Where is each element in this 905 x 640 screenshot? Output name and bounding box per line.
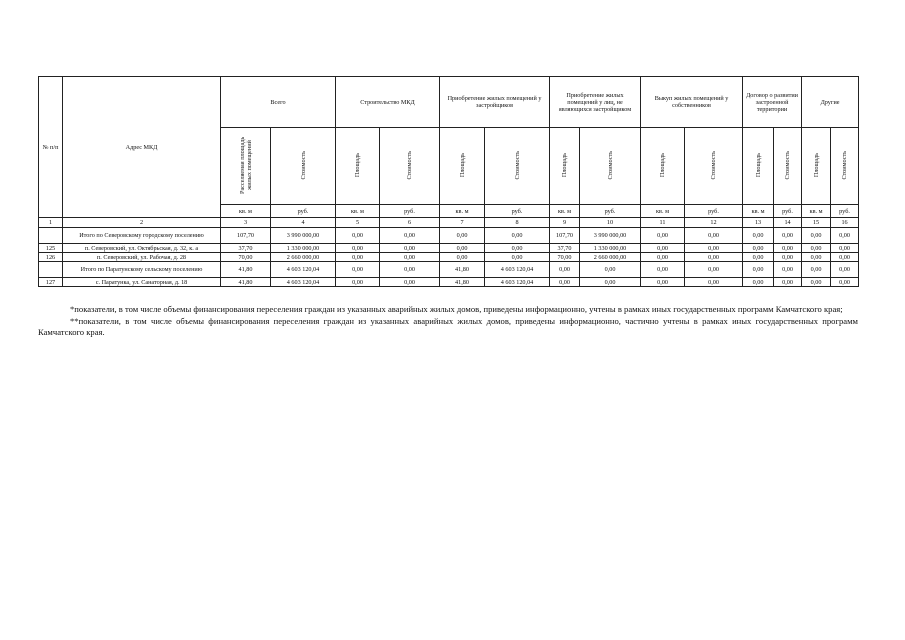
column-number: 5: [336, 218, 380, 228]
row-value: 0,00: [774, 228, 802, 244]
row-value: 0,00: [743, 278, 774, 287]
row-value: 0,00: [743, 228, 774, 244]
column-number: 4: [271, 218, 336, 228]
column-number: 10: [580, 218, 641, 228]
row-value: 0,00: [550, 262, 580, 278]
row-value: 0,00: [831, 228, 859, 244]
row-value: 41,80: [221, 278, 271, 287]
row-num: [39, 228, 63, 244]
row-value: 0,00: [336, 278, 380, 287]
row-num: [39, 262, 63, 278]
unit-area: кв. м: [743, 205, 774, 218]
row-value: 0,00: [485, 228, 550, 244]
subheader-cost: Стоимость: [685, 128, 743, 205]
header-group-development-agreement: Договор о развитии застроенной территории: [743, 77, 802, 128]
column-number: 9: [550, 218, 580, 228]
table-row: [39, 253, 859, 262]
column-number: 6: [380, 218, 440, 228]
row-value: 0,00: [336, 228, 380, 244]
row-value: 0,00: [380, 228, 440, 244]
header-group-buyout: Выкуп жилых помещений у собственников: [641, 77, 743, 128]
column-number: 7: [440, 218, 485, 228]
subheader-cost: Стоимость: [774, 128, 802, 205]
row-value: 0,00: [380, 262, 440, 278]
header-group-other: Другие: [802, 77, 859, 128]
unit-area: кв. м: [641, 205, 685, 218]
row-value: 0,00: [802, 262, 831, 278]
row-value: 0,00: [336, 262, 380, 278]
footnote-2: **показатели, в том числе объемы финансирования переселения граждан из указанных аварийных жилых домов, приведены информационно, частично учтены в рамках иных государственных программ Камчатского края.: [38, 315, 858, 337]
footnotes: [38, 304, 858, 339]
column-number: 12: [685, 218, 743, 228]
subheader-area: Площадь: [550, 128, 580, 205]
column-number: 15: [802, 218, 831, 228]
row-value: 0,00: [485, 253, 550, 262]
row-value: 4 603 120,04: [271, 262, 336, 278]
row-value: 0,00: [831, 253, 859, 262]
row-value: 4 603 120,04: [485, 262, 550, 278]
row-value: 107,70: [550, 228, 580, 244]
unit-cost: руб.: [685, 205, 743, 218]
row-num: 125: [39, 244, 63, 253]
row-value: 3 990 000,00: [580, 228, 641, 244]
row-value: 0,00: [440, 228, 485, 244]
row-value: 0,00: [802, 278, 831, 287]
row-value: 0,00: [743, 244, 774, 253]
row-value: 0,00: [774, 262, 802, 278]
row-value: 0,00: [774, 244, 802, 253]
row-value: 0,00: [641, 278, 685, 287]
column-number: 3: [221, 218, 271, 228]
subheader-cost: Стоимость: [580, 128, 641, 205]
row-value: 0,00: [380, 253, 440, 262]
subtotal-row: [39, 262, 859, 278]
column-number: 11: [641, 218, 685, 228]
row-value: 0,00: [336, 244, 380, 253]
row-value: 0,00: [641, 244, 685, 253]
row-value: 107,70: [221, 228, 271, 244]
subtotal-row: [39, 228, 859, 244]
table-row: [39, 244, 859, 253]
unit-cost: руб.: [774, 205, 802, 218]
unit-area: кв. м: [336, 205, 380, 218]
column-number: 2: [63, 218, 221, 228]
row-address: Итого по Паратунскому сельскому поселению: [63, 262, 221, 278]
row-value: 0,00: [641, 253, 685, 262]
column-number: 8: [485, 218, 550, 228]
subheader-area: Площадь: [641, 128, 685, 205]
table-row: [39, 278, 859, 287]
header-address: Адрес МКД: [63, 77, 221, 218]
row-value: 0,00: [743, 262, 774, 278]
row-address: Итого по Северовскому городскому поселению: [63, 228, 221, 244]
unit-cost: руб.: [485, 205, 550, 218]
row-value: 0,00: [685, 278, 743, 287]
row-value: 0,00: [831, 262, 859, 278]
subheader-area: Площадь: [802, 128, 831, 205]
row-value: 0,00: [743, 253, 774, 262]
subheader-resettled-area: Расселяемая площадь жилых помещений: [221, 128, 271, 205]
subheader-cost: Стоимость: [485, 128, 550, 205]
footnote-1: *показатели, в том числе объемы финансирования переселения граждан из указанных аварийных жилых домов, приведены информационно, учтены в рамках иных государственных программ Камчатского края;: [70, 304, 843, 314]
column-number: 1: [39, 218, 63, 228]
row-value: 0,00: [802, 244, 831, 253]
header-group-purchase-developers: Приобретение жилых помещений у застройщиков: [440, 77, 550, 128]
row-value: 0,00: [580, 262, 641, 278]
row-value: 0,00: [440, 253, 485, 262]
header-group-purchase-non-developers: Приобретение жилых помещений у лиц, не являющихся застройщиком: [550, 77, 641, 128]
header-num: № п/п: [39, 77, 63, 218]
row-value: 1 330 000,00: [271, 244, 336, 253]
row-value: 0,00: [774, 253, 802, 262]
row-address: с. Паратунка, ул. Санаторная, д. 18: [63, 278, 221, 287]
header-group-total: Всего: [221, 77, 336, 128]
row-value: 37,70: [221, 244, 271, 253]
row-value: 0,00: [802, 253, 831, 262]
row-value: 1 330 000,00: [580, 244, 641, 253]
row-value: 70,00: [550, 253, 580, 262]
row-value: 2 660 000,00: [271, 253, 336, 262]
row-value: 0,00: [802, 228, 831, 244]
resettlement-table: [38, 76, 859, 287]
row-address: п. Северовский, ул. Октябрьская, д. 32, к. а: [63, 244, 221, 253]
subheader-area: Площадь: [743, 128, 774, 205]
unit-cost: руб.: [380, 205, 440, 218]
row-value: 0,00: [641, 262, 685, 278]
row-value: 0,00: [831, 244, 859, 253]
column-number: 16: [831, 218, 859, 228]
row-value: 4 603 120,04: [271, 278, 336, 287]
unit-cost: руб.: [271, 205, 336, 218]
unit-area: кв. м: [221, 205, 271, 218]
column-number-row: [39, 218, 859, 228]
row-value: 0,00: [774, 278, 802, 287]
unit-area: кв. м: [802, 205, 831, 218]
header-row-groups: [39, 77, 859, 128]
subheader-area: Площадь: [336, 128, 380, 205]
row-value: 37,70: [550, 244, 580, 253]
row-value: 0,00: [831, 278, 859, 287]
subheader-area: Площадь: [440, 128, 485, 205]
column-number: 13: [743, 218, 774, 228]
header-group-construction: Строительство МКД: [336, 77, 440, 128]
row-value: 0,00: [685, 228, 743, 244]
row-value: 0,00: [380, 278, 440, 287]
unit-area: кв. м: [440, 205, 485, 218]
row-value: 41,80: [440, 278, 485, 287]
row-value: 0,00: [580, 278, 641, 287]
row-value: 4 603 120,04: [485, 278, 550, 287]
row-value: 41,80: [221, 262, 271, 278]
unit-cost: руб.: [831, 205, 859, 218]
row-value: 41,80: [440, 262, 485, 278]
row-address: п. Северовский, ул. Рабочая, д. 28: [63, 253, 221, 262]
row-value: 0,00: [485, 244, 550, 253]
row-value: 0,00: [550, 278, 580, 287]
row-value: 0,00: [440, 244, 485, 253]
row-value: 2 660 000,00: [580, 253, 641, 262]
subheader-cost: Стоимость: [271, 128, 336, 205]
unit-cost: руб.: [580, 205, 641, 218]
unit-area: кв. м: [550, 205, 580, 218]
table-body: [39, 228, 859, 287]
row-num: 126: [39, 253, 63, 262]
subheader-cost: Стоимость: [380, 128, 440, 205]
row-value: 0,00: [685, 253, 743, 262]
row-value: 0,00: [380, 244, 440, 253]
row-value: 0,00: [336, 253, 380, 262]
subheader-cost: Стоимость: [831, 128, 859, 205]
row-value: 0,00: [685, 244, 743, 253]
row-value: 70,00: [221, 253, 271, 262]
row-num: 127: [39, 278, 63, 287]
row-value: 0,00: [641, 228, 685, 244]
row-value: 0,00: [685, 262, 743, 278]
row-value: 3 990 000,00: [271, 228, 336, 244]
column-number: 14: [774, 218, 802, 228]
